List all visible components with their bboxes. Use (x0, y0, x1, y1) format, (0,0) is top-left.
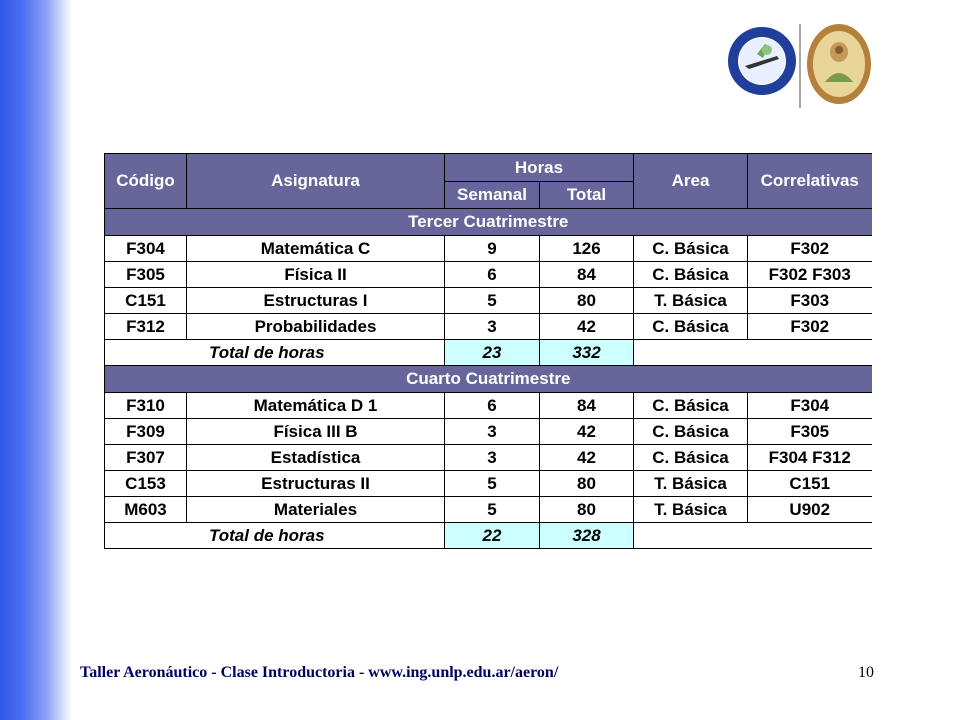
header-codigo: Código (105, 154, 187, 209)
cell-area: T. Básica (634, 497, 748, 523)
table-row (105, 445, 872, 471)
cell-codigo: C153 (105, 471, 187, 497)
section-title: Cuarto Cuatrimestre (105, 366, 872, 393)
cell-total: 80 (540, 288, 634, 314)
cell-total: 42 (540, 314, 634, 340)
total-total: 332 (540, 340, 634, 366)
header-horas: Horas (445, 154, 634, 182)
table-row (105, 393, 872, 419)
header-semanal: Semanal (445, 182, 540, 209)
page-number: 10 (858, 664, 874, 681)
cell-correlativas: F303 (748, 288, 872, 314)
total-empty (634, 523, 872, 549)
cell-total: 42 (540, 419, 634, 445)
cell-semanal: 5 (445, 471, 540, 497)
cell-asignatura: Física II (187, 262, 445, 288)
total-total: 328 (540, 523, 634, 549)
cell-asignatura: Probabilidades (187, 314, 445, 340)
total-semanal: 22 (445, 523, 540, 549)
table-row (105, 471, 872, 497)
footer-text: Taller Aeronáutico - Clase Introductoria - www.ing.unlp.edu.ar/aeron/ (80, 664, 559, 681)
cell-codigo: F310 (105, 393, 187, 419)
total-empty (634, 340, 872, 366)
table-row (105, 288, 872, 314)
cell-correlativas: F305 (748, 419, 872, 445)
cell-total: 84 (540, 393, 634, 419)
cell-area: C. Básica (634, 262, 748, 288)
table-row (105, 262, 872, 288)
cell-semanal: 3 (445, 419, 540, 445)
cell-semanal: 9 (445, 236, 540, 262)
cell-semanal: 5 (445, 497, 540, 523)
cell-asignatura: Matemática D 1 (187, 393, 445, 419)
cell-area: C. Básica (634, 236, 748, 262)
table-row (105, 314, 872, 340)
cell-codigo: F312 (105, 314, 187, 340)
cell-correlativas: F302 (748, 236, 872, 262)
cell-correlativas: F304 (748, 393, 872, 419)
cell-semanal: 6 (445, 393, 540, 419)
cell-area: C. Básica (634, 314, 748, 340)
cell-asignatura: Estadística (187, 445, 445, 471)
cell-asignatura: Estructuras II (187, 471, 445, 497)
cell-correlativas: F302 (748, 314, 872, 340)
cell-semanal: 3 (445, 314, 540, 340)
cell-correlativas: C151 (748, 471, 872, 497)
cell-total: 42 (540, 445, 634, 471)
header-area: Area (634, 154, 748, 209)
cell-asignatura: Física III B (187, 419, 445, 445)
cell-area: T. Básica (634, 288, 748, 314)
cell-area: C. Básica (634, 393, 748, 419)
department-logo-icon (727, 26, 797, 96)
table-row (105, 236, 872, 262)
cell-codigo: C151 (105, 288, 187, 314)
header-correlativas: Correlativas (748, 154, 872, 209)
cell-asignatura: Estructuras I (187, 288, 445, 314)
curriculum-table (104, 153, 872, 549)
total-label: Total de horas (105, 523, 445, 549)
cell-semanal: 3 (445, 445, 540, 471)
cell-asignatura: Matemática C (187, 236, 445, 262)
cell-area: C. Básica (634, 445, 748, 471)
cell-total: 126 (540, 236, 634, 262)
table-row (105, 497, 872, 523)
left-gradient-bar (0, 0, 72, 720)
cell-codigo: M603 (105, 497, 187, 523)
cell-correlativas: F302 F303 (748, 262, 872, 288)
section-title: Tercer Cuatrimestre (105, 209, 872, 236)
header-total: Total (540, 182, 634, 209)
cell-codigo: F304 (105, 236, 187, 262)
total-row (105, 340, 872, 366)
cell-asignatura: Materiales (187, 497, 445, 523)
header-asignatura: Asignatura (187, 154, 445, 209)
cell-total: 80 (540, 471, 634, 497)
cell-codigo: F305 (105, 262, 187, 288)
university-seal-icon (799, 22, 873, 108)
total-row (105, 523, 872, 549)
cell-correlativas: U902 (748, 497, 872, 523)
cell-codigo: F309 (105, 419, 187, 445)
cell-area: C. Básica (634, 419, 748, 445)
total-semanal: 23 (445, 340, 540, 366)
cell-total: 80 (540, 497, 634, 523)
total-label: Total de horas (105, 340, 445, 366)
cell-semanal: 5 (445, 288, 540, 314)
cell-area: T. Básica (634, 471, 748, 497)
table-row (105, 419, 872, 445)
cell-codigo: F307 (105, 445, 187, 471)
cell-correlativas: F304 F312 (748, 445, 872, 471)
cell-total: 84 (540, 262, 634, 288)
cell-semanal: 6 (445, 262, 540, 288)
